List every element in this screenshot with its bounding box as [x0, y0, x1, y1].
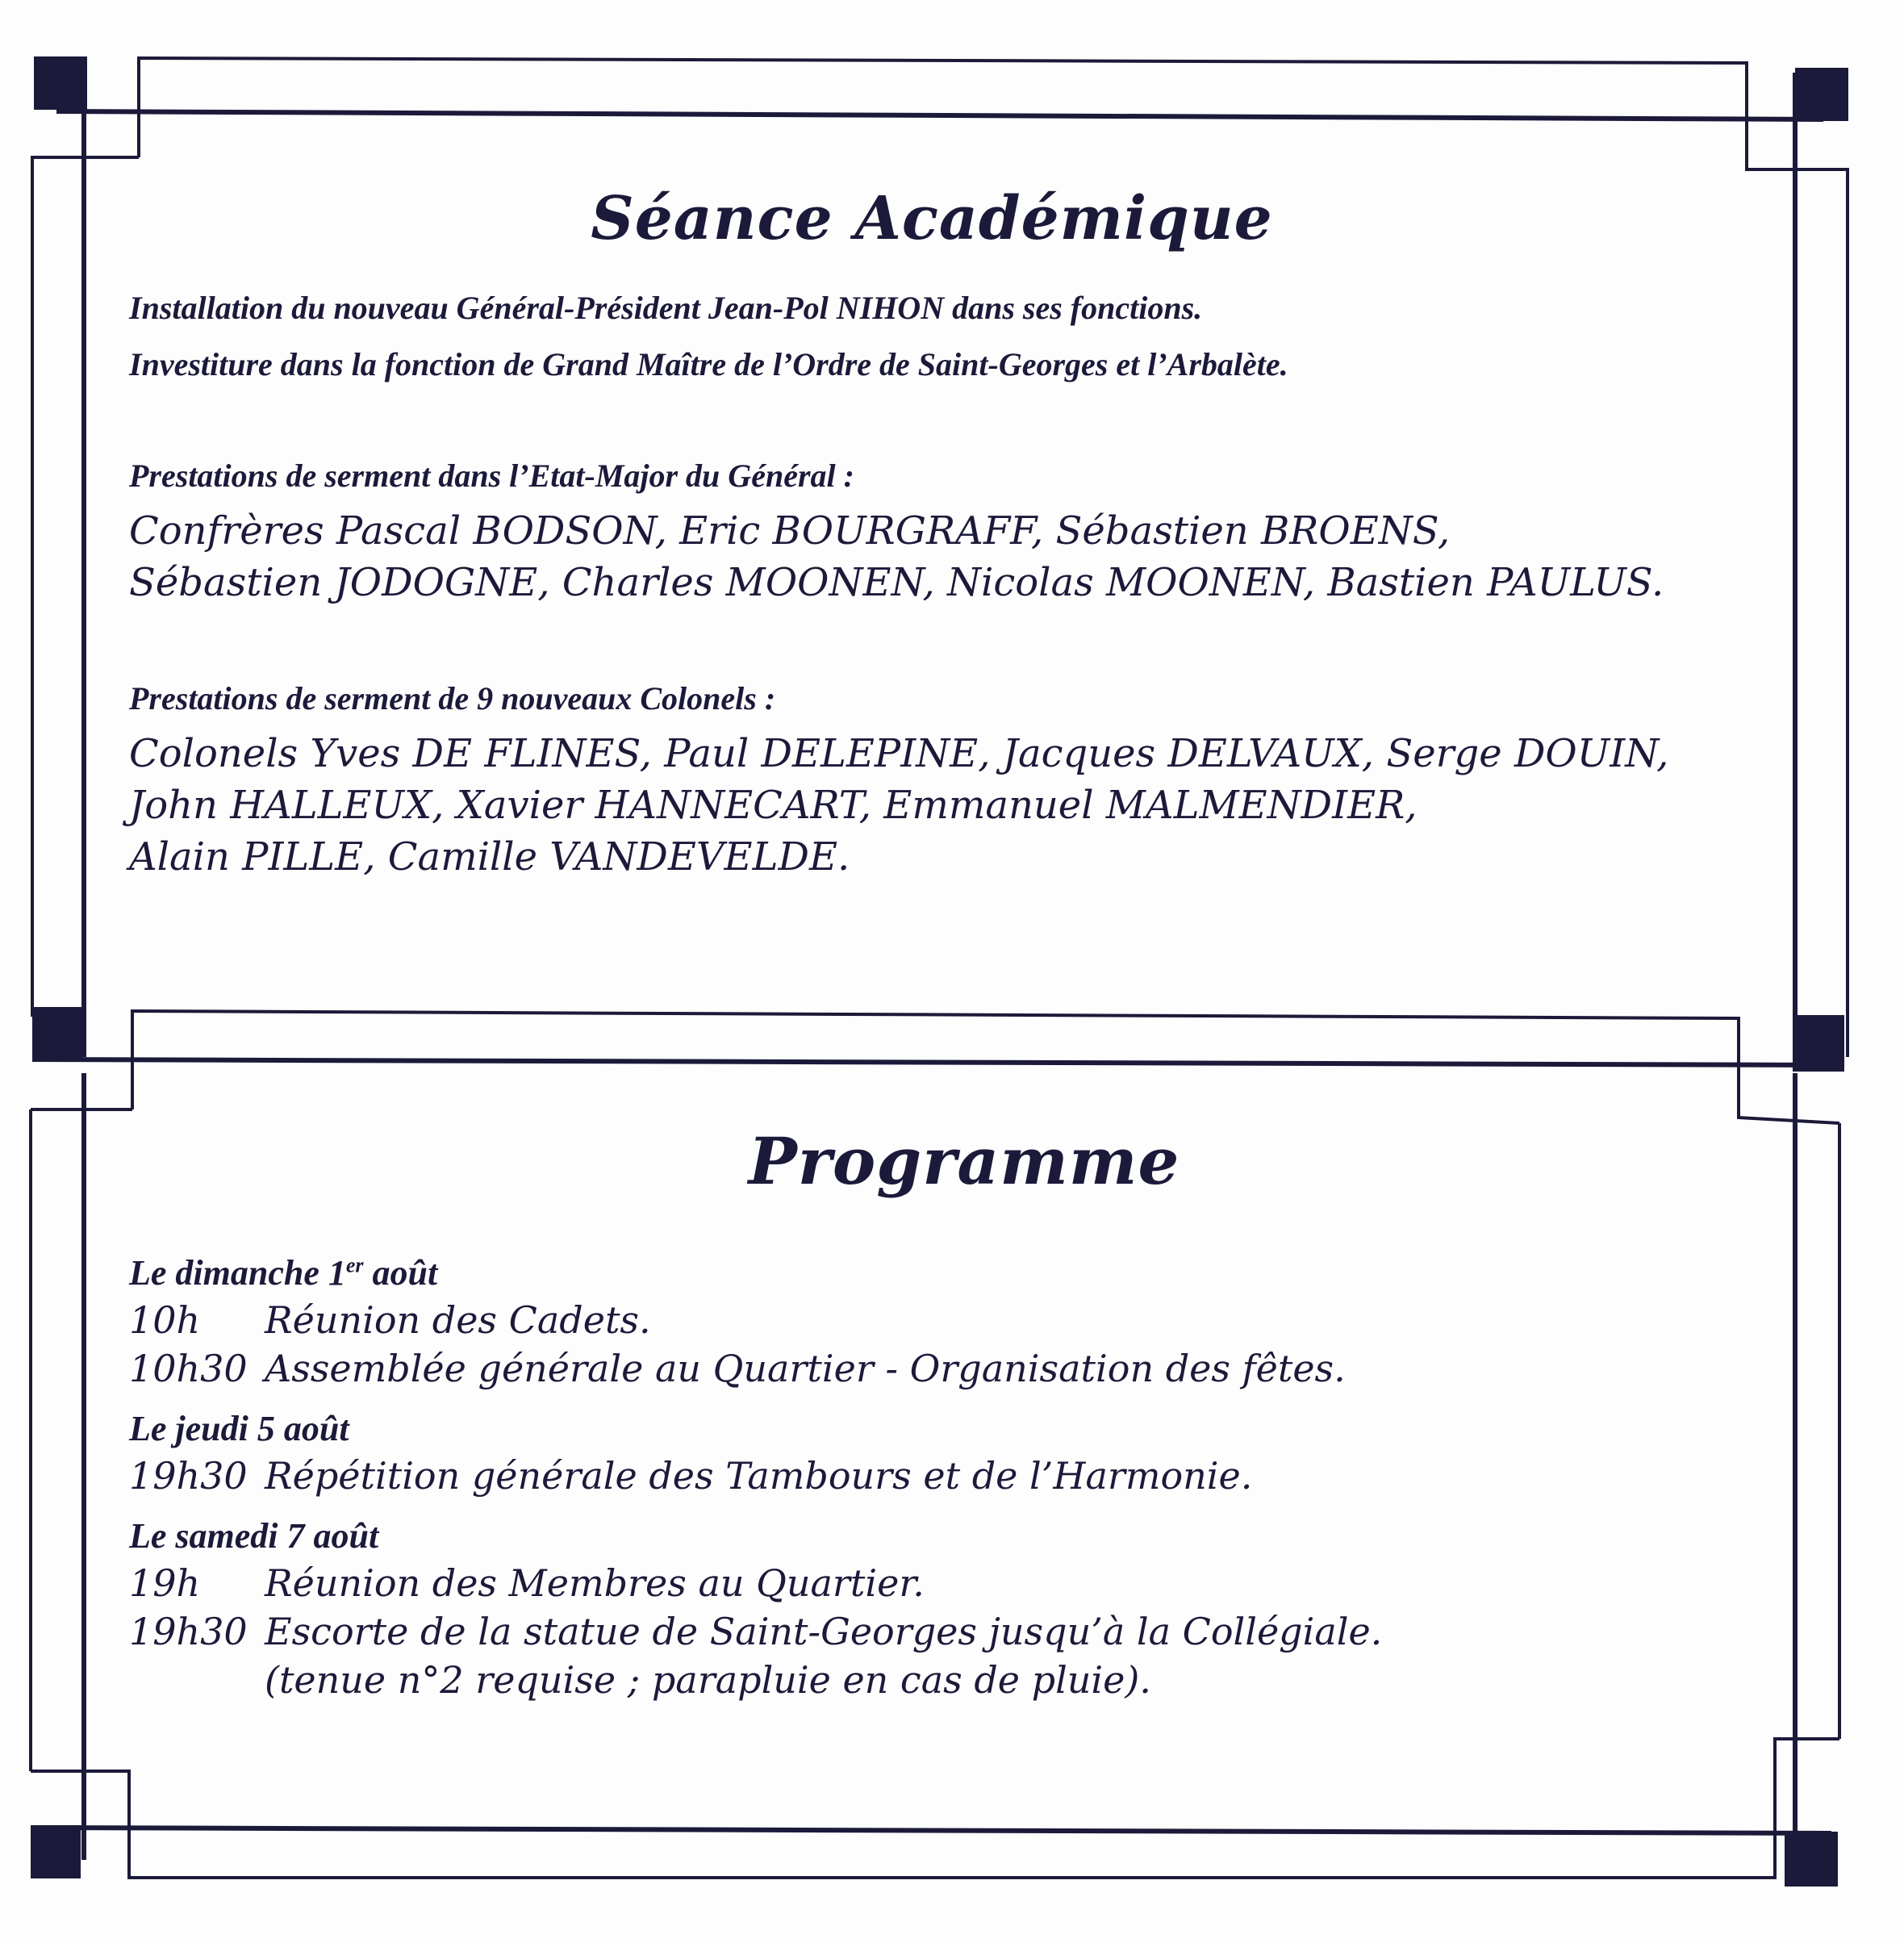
- colonels-names-line: John HALLEUX, Xavier HANNECART, Emmanuel MALMENDIER,: [129, 783, 1418, 828]
- etat-major-heading: Prestations de serment dans l’Etat-Major du Général :: [129, 458, 854, 494]
- event-time: 19h30: [129, 1610, 248, 1653]
- event-row: [129, 1454, 1743, 1498]
- seance-title: Séance Académique: [591, 184, 1273, 253]
- colonels-names-line: Colonels Yves DE FLINES, Paul DELEPINE, Jacques DELVAUX, Serge DOUIN,: [129, 731, 1669, 776]
- event-time: 19h: [129, 1561, 201, 1605]
- day-heading: Le samedi 7 août: [129, 1516, 379, 1556]
- installation-line: Installation du nouveau Général-Président Jean-Pol NIHON dans ses fonctions.: [129, 290, 1203, 326]
- event-time: 10h: [129, 1298, 201, 1342]
- etat-major-names-line: Confrères Pascal BODSON, Eric BOURGRAFF, Sébastien BROENS,: [129, 508, 1451, 554]
- event-description: Réunion des Cadets.: [265, 1298, 651, 1342]
- event-time: 19h30: [129, 1454, 248, 1498]
- colonels-heading: Prestations de serment de 9 nouveaux Colonels :: [129, 680, 776, 717]
- seance-section: [129, 292, 1743, 880]
- investiture-line: Investiture dans la fonction de Grand Maître de l’Ordre de Saint-Georges et l’Arbalète.: [129, 346, 1288, 382]
- programme-section: [129, 1252, 1743, 1702]
- day-heading: Le jeudi 5 août: [129, 1409, 349, 1448]
- event-row: [129, 1610, 1743, 1653]
- event-note: (tenue n°2 requise ; parapluie en cas de pluie).: [265, 1658, 1151, 1702]
- event-time: 10h30: [129, 1347, 248, 1390]
- event-time: [129, 1658, 265, 1702]
- event-row: [129, 1347, 1743, 1390]
- event-row: [129, 1298, 1743, 1342]
- programme-title: Programme: [748, 1123, 1180, 1199]
- event-description: Escorte de la statue de Saint-Georges jusqu’à la Collégiale.: [265, 1610, 1383, 1653]
- event-row: [129, 1561, 1743, 1605]
- event-description: Réunion des Membres au Quartier.: [265, 1561, 925, 1605]
- colonels-names-line: Alain PILLE, Camille VANDEVELDE.: [129, 834, 850, 880]
- etat-major-names-line: Sébastien JODOGNE, Charles MOONEN, Nicolas MOONEN, Bastien PAULUS.: [129, 560, 1664, 605]
- event-description: Répétition générale des Tambours et de l’Harmonie.: [265, 1454, 1253, 1498]
- event-description: Assemblée générale au Quartier - Organisation des fêtes.: [265, 1347, 1346, 1390]
- day-heading: Le dimanche 1er août: [129, 1253, 438, 1293]
- event-row: [129, 1658, 1743, 1702]
